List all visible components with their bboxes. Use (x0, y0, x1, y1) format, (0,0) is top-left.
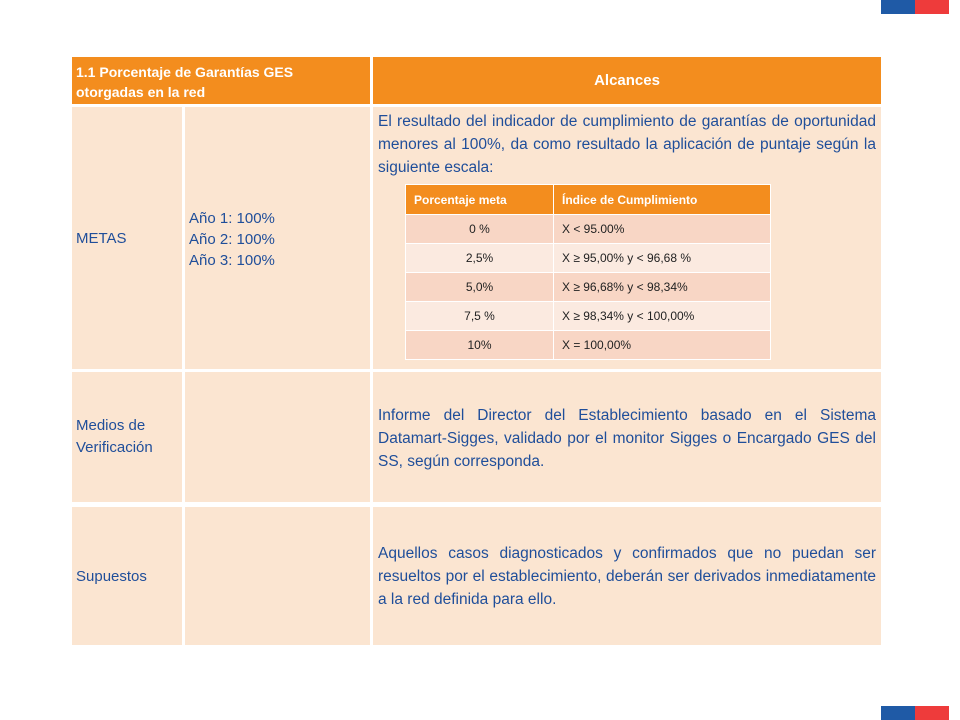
metas-label: METAS (72, 107, 182, 369)
flag-bar-top (881, 0, 949, 14)
alcances-header: Alcances (373, 57, 881, 104)
scale-table (405, 184, 771, 360)
header-row (72, 57, 881, 104)
supuestos-label: Supuestos (72, 507, 182, 645)
table-row: 7,5 % X ≥ 98,34% y < 100,00% (406, 302, 771, 331)
scale-header-pct: Porcentaje meta (406, 185, 554, 215)
table-row: 0 % X < 95.00% (406, 215, 771, 244)
year-3: Año 3: 100% (189, 252, 275, 269)
medios-text: Informe del Director del Establecimiento basado en el Sistema Datamart-Sigges, validado por el monitor Sigges o Encargado GES del SS, según corresponda. (373, 372, 881, 502)
metas-years (185, 107, 370, 369)
year-2: Año 2: 100% (189, 231, 275, 248)
scale-header-indice: Índice de Cumplimiento (554, 185, 771, 215)
supuestos-text: Aquellos casos diagnosticados y confirmados que no puedan ser resueltos por el establecimiento, deberán ser derivados inmediatamente a la red definida para ello. (373, 507, 881, 645)
metas-description: El resultado del indicador de cumplimiento de garantías de oportunidad menores al 100%, da como resultado la aplicación de puntaje según la siguiente escala: (373, 107, 881, 369)
indicator-title: 1.1 Porcentaje de Garantías GES otorgadas en la red (72, 57, 370, 104)
flag-bar-bottom (881, 706, 949, 720)
table-row: 10% X = 100,00% (406, 331, 771, 360)
medios-row (72, 372, 881, 502)
table-row: 2,5% X ≥ 95,00% y < 96,68 % (406, 244, 771, 273)
supuestos-row (72, 507, 881, 645)
medios-empty (185, 372, 370, 502)
year-1: Año 1: 100% (189, 210, 275, 227)
supuestos-empty (185, 507, 370, 645)
table-row: 5,0% X ≥ 96,68% y < 98,34% (406, 273, 771, 302)
medios-label: Medios de Verificación (72, 372, 182, 502)
